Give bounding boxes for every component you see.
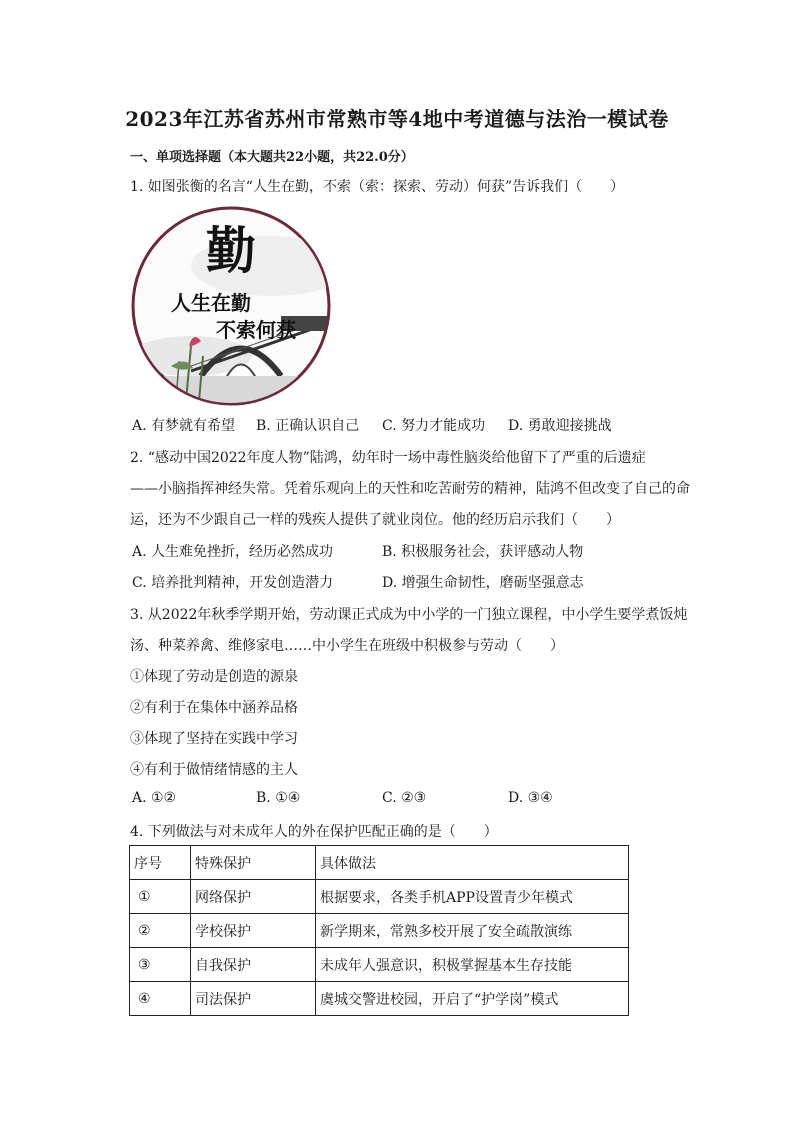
page-title: 2023年江苏省苏州市常熟市等4地中考道德与法治一模试卷	[125, 107, 669, 131]
q1-stem: 1. 如图张衡的名言“人生在勤，不索（索：探索、劳动）何获”告诉我们（ ）	[130, 179, 625, 195]
table-cell: ②	[130, 914, 191, 948]
section-heading: 一、单项选择题（本大题共22小题，共22.0分）	[130, 150, 414, 165]
table-row	[130, 880, 629, 914]
table-cell: 虞城交警进校园，开启了“护学岗”模式	[316, 982, 629, 1016]
table-row	[130, 948, 629, 982]
q2-option-d: D. 增强生命韧性，磨砺坚强意志	[382, 575, 584, 591]
table-cell: 未成年人强意识，积极掌握基本生存技能	[316, 948, 629, 982]
table-header-cell: 序号	[130, 846, 191, 880]
table-cell: 自我保护	[191, 948, 316, 982]
q3-line-2: 汤、种菜养禽、维修家电……中小学生在班级中积极参与劳动（ ）	[130, 638, 564, 654]
table-header-row	[130, 846, 629, 880]
q2-option-a: A. 人生难免挫折，经历必然成功	[132, 544, 334, 560]
q1-option-b: B. 正确认识自己	[256, 418, 360, 434]
table-header-cell: 具体做法	[316, 846, 629, 880]
table-cell: 司法保护	[191, 982, 316, 1016]
q3-statement-4: ④有利于做情绪情感的主人	[130, 762, 298, 778]
q2-option-b: B. 积极服务社会，获评感动人物	[382, 544, 584, 560]
q1-option-c: C. 努力才能成功	[382, 418, 486, 434]
figure-big-char: 勤	[206, 221, 256, 280]
table-cell: ④	[130, 982, 191, 1016]
q3-option-a: A. ①②	[132, 790, 177, 806]
table-cell: ①	[130, 880, 191, 914]
table-cell: ③	[130, 948, 191, 982]
table-cell: 新学期来，常熟多校开展了安全疏散演练	[316, 914, 629, 948]
table-cell: 学校保护	[191, 914, 316, 948]
q4-table	[129, 845, 629, 1016]
q3-statement-1: ①体现了劳动是创造的源泉	[130, 669, 298, 685]
q1-option-d: D. 勇敢迎接挑战	[508, 418, 612, 434]
figure-line1: 人生在勤	[171, 291, 251, 315]
q2-option-c: C. 培养批判精神，开发创造潜力	[132, 575, 334, 591]
table-row	[130, 914, 629, 948]
q4-stem: 4. 下列做法与对未成年人的外在保护匹配正确的是（ ）	[130, 824, 498, 840]
q3-statement-3: ③体现了坚持在实践中学习	[130, 731, 298, 747]
q1-option-a: A. 有梦就有希望	[132, 418, 236, 434]
q1-figure	[131, 206, 331, 406]
table-cell: 网络保护	[191, 880, 316, 914]
q2-line-2: ——小脑指挥神经失常。凭着乐观向上的天性和吃苦耐劳的精神，陆鸿不但改变了自己的命	[130, 481, 690, 497]
figure-line2: 不索何获	[216, 318, 296, 342]
table-cell: 根据要求，各类手机APP设置青少年模式	[316, 880, 629, 914]
q2-line-1: 2. “感动中国2022年度人物”陆鸿，幼年时一场中毒性脑炎给他留下了严重的后遗症	[130, 450, 646, 466]
q3-option-c: C. ②③	[382, 790, 427, 806]
table-row	[130, 982, 629, 1016]
q2-line-3: 运，还为不少跟自己一样的残疾人提供了就业岗位。他的经历启示我们（ ）	[130, 512, 620, 528]
q3-option-d: D. ③④	[508, 790, 553, 806]
table-header-cell: 特殊保护	[191, 846, 316, 880]
q3-statement-2: ②有利于在集体中涵养品格	[130, 700, 298, 716]
q3-line-1: 3. 从2022年秋季学期开始，劳动课正式成为中小学的一门独立课程，中小学生要学煮饭炖	[130, 607, 688, 623]
q3-option-b: B. ①④	[256, 790, 301, 806]
